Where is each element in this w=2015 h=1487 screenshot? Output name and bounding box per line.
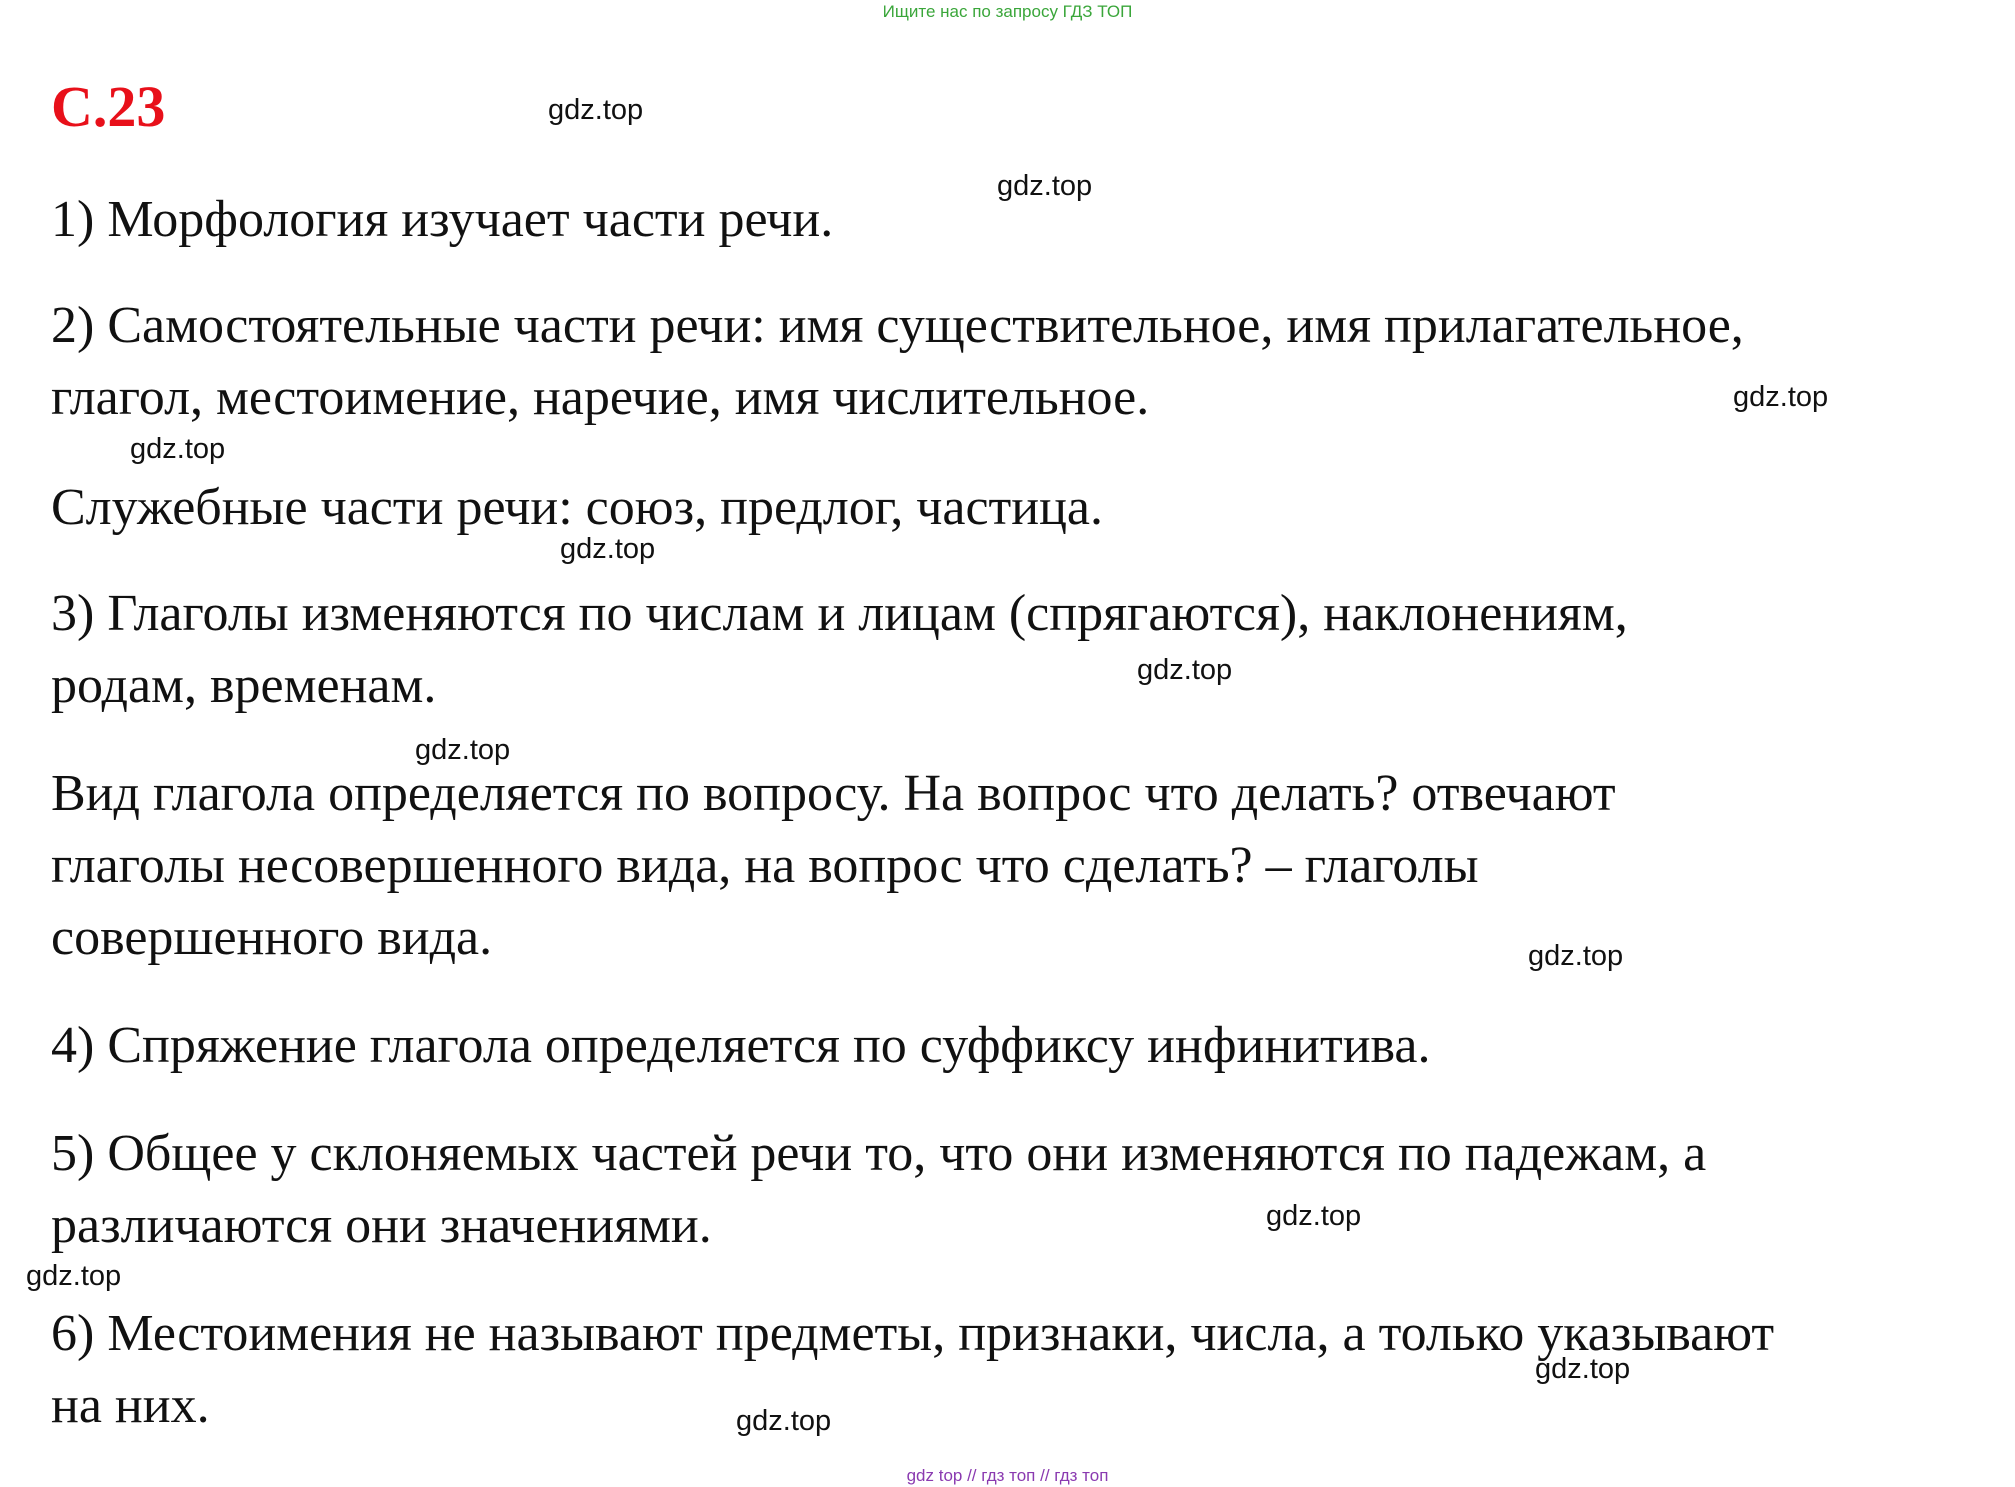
paragraph-line: глагол, местоимение, наречие, имя числительное.	[51, 369, 1150, 426]
paragraph-line: глаголы несовершенного вида, на вопрос что сделать? – глаголы	[51, 837, 1479, 894]
watermark: gdz.top	[1266, 1200, 1362, 1232]
paragraph-7	[51, 1118, 2001, 1262]
paragraph-line: 1) Морфология изучает части речи.	[51, 191, 834, 248]
watermark: gdz.top	[1733, 381, 1829, 413]
paragraph-line: 6) Местоимения не называют предметы, признаки, числа, а только указывают	[51, 1305, 1775, 1362]
paragraph-5	[51, 758, 2001, 974]
paragraph-line: Вид глагола определяется по вопросу. На вопрос что делать? отвечают	[51, 765, 1616, 822]
watermark: gdz.top	[26, 1260, 122, 1292]
watermark: gdz.top	[997, 170, 1093, 202]
paragraph-line: родам, временам.	[51, 657, 437, 714]
watermark: gdz.top	[736, 1405, 832, 1437]
paragraph-4	[51, 578, 2001, 722]
paragraph-8	[51, 1298, 2001, 1442]
top-banner: Ищите нас по запросу ГДЗ ТОП	[882, 2, 1133, 21]
bottom-banner: gdz top // гдз топ // гдз топ	[906, 1466, 1109, 1485]
paragraph-line: 5) Общее у склоняемых частей речи то, что они изменяются по падежам, а	[51, 1125, 1707, 1182]
paragraph-line: на них.	[51, 1377, 210, 1434]
paragraph-line: 4) Спряжение глагола определяется по суффиксу инфинитива.	[51, 1017, 1431, 1074]
paragraph-6	[51, 1010, 2001, 1082]
watermark: gdz.top	[1137, 654, 1233, 686]
watermark: gdz.top	[1535, 1353, 1631, 1385]
watermark: gdz.top	[1528, 940, 1624, 972]
paragraph-line: 2) Самостоятельные части речи: имя существительное, имя прилагательное,	[51, 297, 1744, 354]
watermark: gdz.top	[130, 433, 226, 465]
paragraph-line: совершенного вида.	[51, 909, 493, 966]
paragraph-line: 3) Глаголы изменяются по числам и лицам (спрягаются), наклонениям,	[51, 585, 1628, 642]
paragraph-line: Служебные части речи: союз, предлог, частица.	[51, 479, 1103, 536]
watermark: gdz.top	[415, 734, 511, 766]
page-title: С.23	[51, 74, 166, 139]
paragraph-3	[51, 472, 2001, 544]
watermark: gdz.top	[560, 533, 656, 565]
paragraph-line: различаются они значениями.	[51, 1197, 712, 1254]
paragraph-2	[51, 290, 2001, 434]
watermark: gdz.top	[548, 94, 644, 126]
